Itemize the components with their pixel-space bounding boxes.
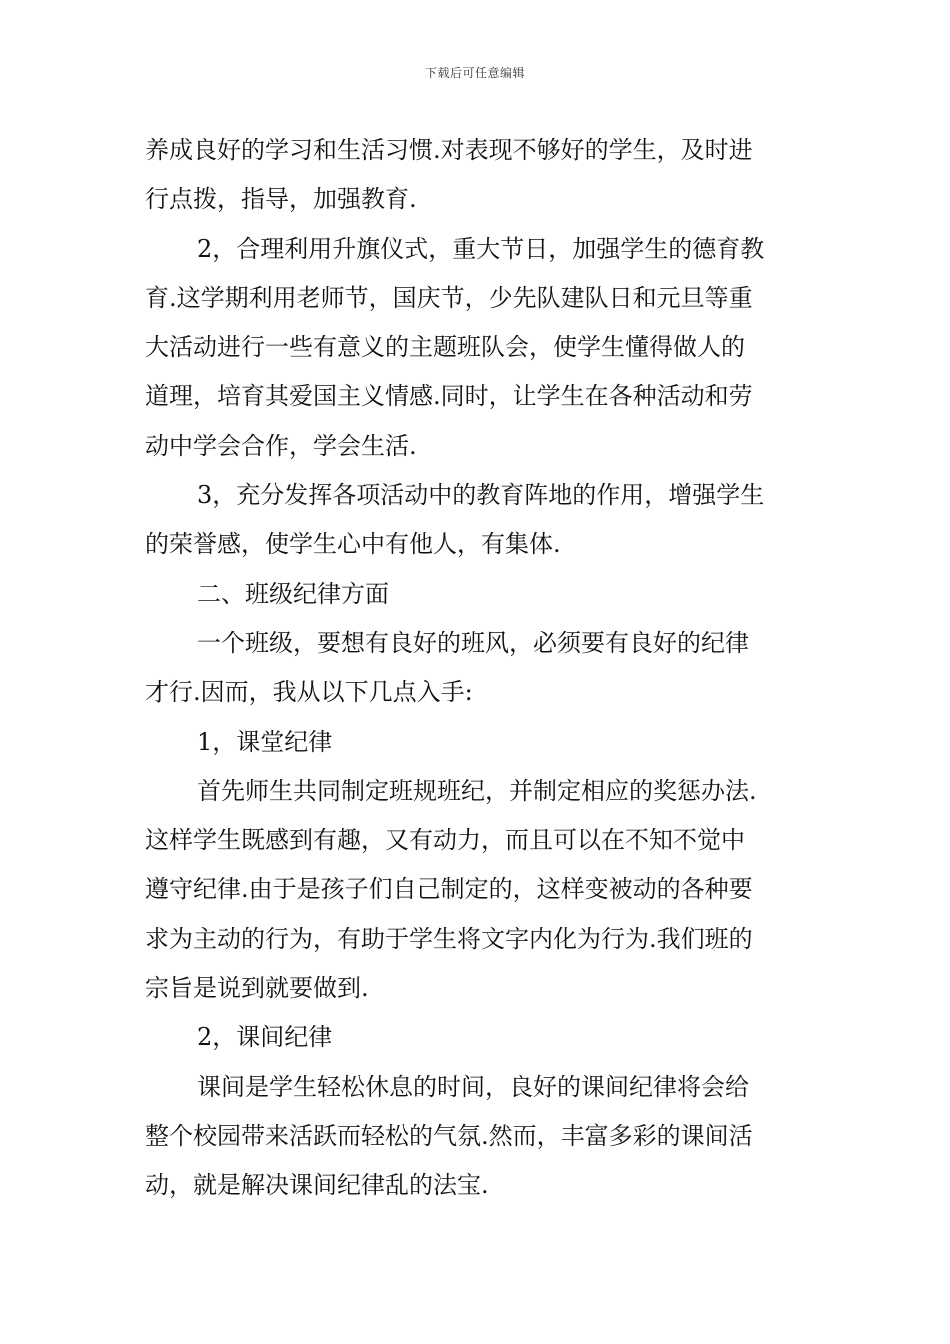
text-line: 宗旨是说到就要做到. [145, 974, 369, 1003]
text-line: 2，课间纪律 [197, 1023, 333, 1052]
text-line: 课间是学生轻松休息的时间，良好的课间纪律将会给 [197, 1072, 749, 1101]
text-line: 2，合理利用升旗仪式，重大节日，加强学生的德育教 [197, 234, 765, 263]
text-line: 二、班级纪律方面 [197, 579, 389, 608]
text-line: 道理，培育其爱国主义情感.同时，让学生在各种活动和劳 [145, 382, 753, 411]
text-line: 才行.因而，我从以下几点入手: [145, 678, 473, 707]
text-line: 的荣誉感，使学生心中有他人，有集体. [145, 530, 561, 559]
text-line: 一个班级，要想有良好的班风，必须要有良好的纪律 [197, 628, 749, 657]
text-line: 遵守纪律.由于是孩子们自己制定的，这样变被动的各种要 [145, 875, 753, 904]
page-header: 下载后可任意编辑 [424, 66, 525, 80]
text-line: 首先师生共同制定班规班纪，并制定相应的奖惩办法. [197, 776, 757, 805]
document-body [145, 126, 810, 1211]
text-line: 3，充分发挥各项活动中的教育阵地的作用，增强学生 [197, 481, 765, 510]
text-line: 动，就是解决课间纪律乱的法宝. [145, 1171, 489, 1200]
text-line: 这样学生既感到有趣，又有动力，而且可以在不知不觉中 [145, 826, 745, 855]
text-line: 大活动进行一些有意义的主题班队会，使学生懂得做人的 [145, 333, 745, 362]
text-line: 求为主动的行为，有助于学生将文字内化为行为.我们班的 [145, 924, 753, 953]
text-line: 育.这学期利用老师节，国庆节，少先队建队日和元旦等重 [145, 283, 753, 312]
text-line: 行点拨，指导，加强教育. [145, 185, 417, 214]
text-line: 动中学会合作，学会生活. [145, 431, 417, 460]
text-line: 整个校园带来活跃而轻松的气氛.然而，丰富多彩的课间活 [145, 1121, 753, 1150]
text-line: 养成良好的学习和生活习惯.对表现不够好的学生，及时进 [145, 136, 753, 164]
text-line: 1，课堂纪律 [197, 727, 333, 756]
